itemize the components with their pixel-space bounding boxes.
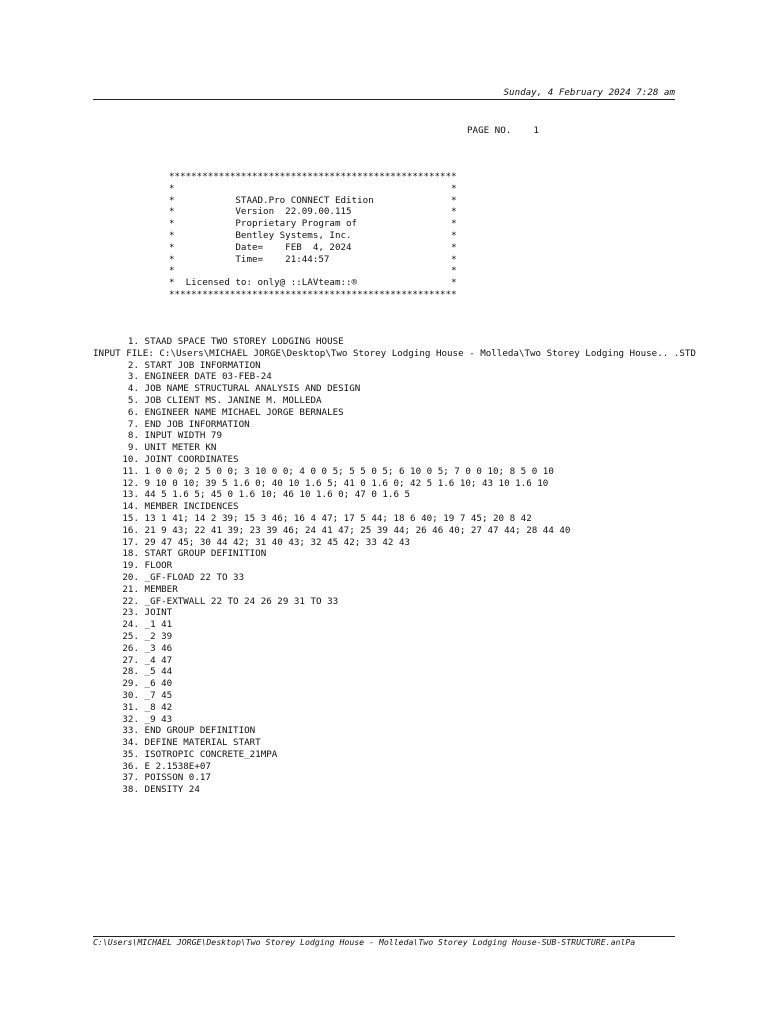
command-text: JOINT COORDINATES: [144, 453, 239, 465]
banner-line: * Proprietary Program of *: [169, 218, 457, 230]
command-text: JOB CLIENT MS. JANINE M. MOLLEDA: [144, 394, 322, 406]
banner-line: ****************************************************: [169, 288, 457, 300]
line-number: 3.: [127, 371, 139, 383]
command-text: FLOOR: [144, 560, 173, 572]
command-text: _9 43: [144, 713, 173, 725]
program-banner: [169, 171, 457, 301]
command-text: ENGINEER NAME MICHAEL JORGE BERNALES: [144, 406, 344, 418]
line-number: 33.: [122, 725, 139, 737]
listing-line: [93, 607, 743, 619]
banner-line: ****************************************************: [169, 171, 457, 182]
line-number: 1.: [127, 336, 139, 347]
listing-line: [93, 666, 743, 678]
command-text: END GROUP DEFINITION: [144, 725, 256, 737]
command-text: POISSON 0.17: [144, 772, 211, 784]
line-number: 36.: [122, 760, 139, 772]
command-text: _4 47: [144, 654, 173, 666]
listing-line: [93, 395, 743, 407]
listing-line: [93, 336, 743, 348]
listing-line: [93, 489, 743, 501]
command-text: _8 42: [144, 701, 173, 713]
header-divider: [93, 99, 675, 100]
line-number: 30.: [122, 689, 139, 701]
listing-line: [93, 525, 743, 537]
command-text: MEMBER: [144, 583, 178, 595]
listing-line: [93, 737, 743, 749]
listing-line: [93, 383, 743, 395]
listing-line: [93, 478, 743, 490]
listing-line: [93, 702, 743, 714]
page-number-label: [467, 125, 539, 137]
command-text: MEMBER INCIDENCES: [144, 501, 239, 513]
line-number: 15.: [122, 512, 139, 524]
command-text: _3 46: [144, 642, 173, 654]
line-number: 21.: [122, 583, 139, 595]
command-text: _7 45: [144, 689, 173, 701]
line-number: 16.: [122, 524, 139, 536]
listing-line: [93, 560, 743, 572]
listing-line: [93, 655, 743, 667]
line-number: 20.: [122, 571, 139, 583]
command-text: ISOTROPIC CONCRETE_21MPA: [144, 748, 278, 760]
line-number: 28.: [122, 666, 139, 678]
command-text: 29 47 45; 30 44 42; 31 40 43; 32 45 42; 33 42 43: [144, 536, 411, 548]
command-text: DEFINE MATERIAL START: [144, 737, 261, 749]
banner-line: * Bentley Systems, Inc. *: [169, 229, 457, 241]
command-text: _GF-FLOAD 22 TO 33: [144, 571, 245, 583]
banner-line: * Time= 21:44:57 *: [169, 253, 457, 265]
line-number: 24.: [122, 619, 139, 631]
command-text: UNIT METER KN: [144, 442, 217, 454]
line-number: 11.: [122, 465, 139, 477]
listing-line: [93, 784, 743, 796]
listing-line: [93, 466, 743, 478]
line-number: 22.: [122, 595, 139, 607]
listing-line: [93, 643, 743, 655]
line-number: 32.: [122, 713, 139, 725]
input-file-line: [93, 348, 743, 360]
line-number: 17.: [122, 536, 139, 548]
line-number: 37.: [122, 772, 139, 784]
listing-line: [93, 513, 743, 525]
command-text: E 2.1538E+07: [144, 760, 211, 772]
line-number: 13.: [122, 489, 139, 501]
listing-line: [93, 761, 743, 773]
line-number: 34.: [122, 737, 139, 749]
line-number: 19.: [122, 560, 139, 572]
command-text: DENSITY 24: [144, 784, 200, 796]
listing-line: [93, 407, 743, 419]
command-text: _6 40: [144, 678, 173, 690]
line-number: 5.: [127, 394, 139, 406]
listing-line: [93, 430, 743, 442]
listing-line: [93, 631, 743, 643]
listing-line: [93, 360, 743, 372]
listing-line: [93, 537, 743, 549]
line-number: 38.: [122, 784, 139, 796]
listing-line: [93, 501, 743, 513]
command-text: ENGINEER DATE 03-FEB-24: [144, 371, 272, 383]
line-number: 31.: [122, 701, 139, 713]
page-number: 1: [533, 125, 539, 136]
line-number: 27.: [122, 654, 139, 666]
listing-line: [93, 419, 743, 431]
line-number: 18.: [122, 548, 139, 560]
listing-line: [93, 371, 743, 383]
command-text: JOINT: [144, 607, 173, 619]
command-text: 21 9 43; 22 41 39; 23 39 46; 24 41 47; 25 39 44; 26 46 40; 27 47 44; 28 44 40: [144, 524, 571, 536]
line-number: 6.: [127, 406, 139, 418]
page-label: PAGE NO.: [467, 125, 512, 136]
line-number: 29.: [122, 678, 139, 690]
line-number: 8.: [127, 430, 139, 442]
listing-line: [93, 725, 743, 737]
banner-line: * Version 22.09.00.115 *: [169, 206, 457, 218]
command-text: 13 1 41; 14 2 39; 15 3 46; 16 4 47; 17 5 44; 18 6 40; 19 7 45; 20 8 42: [144, 512, 532, 524]
listing-line: [93, 714, 743, 726]
header-date: Sunday, 4 February 2024 7:28 am: [503, 87, 675, 98]
listing-line: [93, 749, 743, 761]
banner-line: * STAAD.Pro CONNECT Edition *: [169, 194, 457, 206]
line-number: 26.: [122, 642, 139, 654]
listing-line: [93, 442, 743, 454]
command-text: _5 44: [144, 666, 173, 678]
listing-line: [93, 678, 743, 690]
line-number: 12.: [122, 477, 139, 489]
footer-file-path: C:\Users\MICHAEL JORGE\Desktop\Two Storey Lodging House - Molleda\Two Storey Lodging House-SUB-STRUCTURE.anlPa: [93, 937, 636, 947]
command-text: JOB NAME STRUCTURAL ANALYSIS AND DESIGN: [144, 383, 361, 395]
listing-line: [93, 584, 743, 596]
command-text: _GF-EXTWALL 22 TO 24 26 29 31 TO 33: [144, 595, 339, 607]
input-listing: [93, 336, 743, 796]
line-number: 25.: [122, 630, 139, 642]
line-number: 23.: [122, 607, 139, 619]
command-text: END JOB INFORMATION: [144, 418, 250, 430]
listing-line: [93, 596, 743, 608]
banner-line: * *: [169, 265, 457, 277]
line-number: 4.: [127, 383, 139, 395]
command-text: _1 41: [144, 619, 173, 631]
command-text: STAAD SPACE TWO STOREY LODGING HOUSE: [144, 336, 344, 347]
command-text: INPUT WIDTH 79: [144, 430, 222, 442]
command-text: 1 0 0 0; 2 5 0 0; 3 10 0 0; 4 0 0 5; 5 5 0 5; 6 10 0 5; 7 0 0 10; 8 5 0 10: [144, 465, 554, 477]
command-text: START JOB INFORMATION: [144, 359, 261, 371]
line-number: 7.: [127, 418, 139, 430]
banner-line: * Date= FEB 4, 2024 *: [169, 241, 457, 253]
command-text: 9 10 0 10; 39 5 1.6 0; 40 10 1.6 5; 41 0 1.6 0; 42 5 1.6 10; 43 10 1.6 10: [144, 477, 549, 489]
command-text: 44 5 1.6 5; 45 0 1.6 10; 46 10 1.6 0; 47 0 1.6 5: [144, 489, 411, 501]
command-text: START GROUP DEFINITION: [144, 548, 267, 560]
listing-line: [93, 690, 743, 702]
command-text: INPUT FILE: C:\Users\MICHAEL JORGE\Desktop\Two Storey Lodging House - Molleda\Two Storey Lodging House.. .STD: [93, 347, 696, 359]
listing-line: [93, 572, 743, 584]
listing-line: [93, 772, 743, 784]
line-number: 35.: [122, 748, 139, 760]
line-number: 14.: [122, 501, 139, 513]
line-number: 10.: [122, 453, 139, 465]
listing-line: [93, 454, 743, 466]
line-number: 9.: [127, 442, 139, 454]
banner-line: * *: [169, 182, 457, 194]
command-text: _2 39: [144, 630, 173, 642]
listing-line: [93, 548, 743, 560]
banner-line: * Licensed to: only@ ::LAVteam::® *: [169, 277, 457, 289]
line-number: 2.: [127, 359, 139, 371]
listing-line: [93, 619, 743, 631]
